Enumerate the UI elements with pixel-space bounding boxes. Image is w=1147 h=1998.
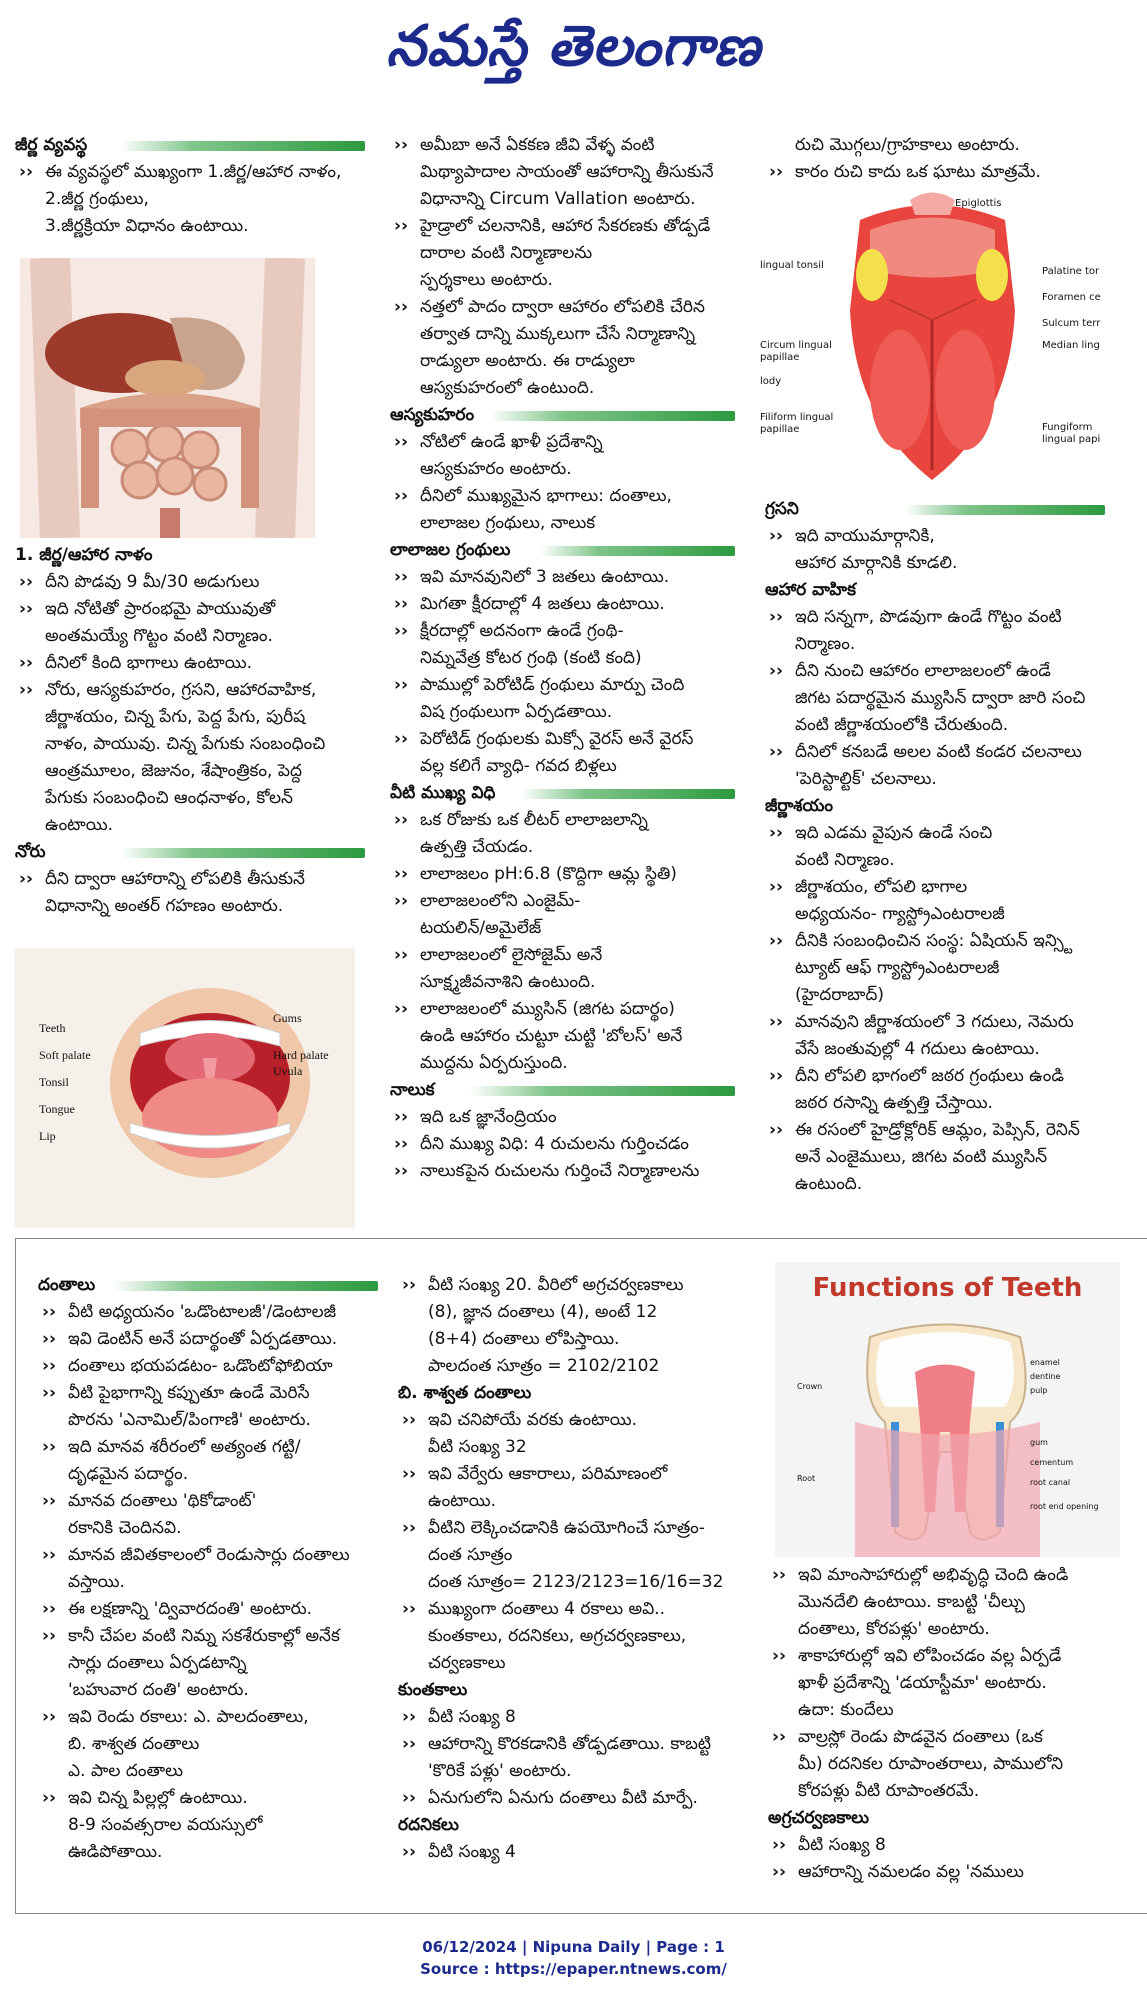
bullet: ›› లాలాజలంలో మ్యుసిన్ (జిగట పదార్థం) <box>390 996 735 1023</box>
text-line: స్పర్శకాలు అంటారు. <box>420 270 553 290</box>
text-line: నిమ్నవేత్ర కోటర గ్రంథి (కంటి కంది) <box>420 648 642 668</box>
label-lingual-tonsil: lingual tonsil <box>760 260 824 271</box>
text-line: ఊడిపోతాయి. <box>68 1842 163 1862</box>
text-line: వేసే జంతువుల్లో 4 గదులు ఉంటాయి. <box>795 1039 1040 1059</box>
text-line: దంతాలు, కోరపళ్లు' అంటారు. <box>798 1619 990 1639</box>
bullet: ›› దీనిలో కింది భాగాలు ఉంటాయి. <box>15 650 365 677</box>
label-circum-papillae: Circum lingual papillae <box>760 340 832 363</box>
bullet: ›› దీనిలో కనబడే అలల వంటి కండర చలనాలు <box>765 739 1135 766</box>
bullet: ›› ఇది ఒక జ్ఞానేంద్రియం <box>390 1104 735 1131</box>
bullet: ›› దంతాలు భయపడటం- ఒడొంటోఫోబియా <box>38 1353 378 1380</box>
label-tonsil: Tonsil <box>39 1075 69 1089</box>
bullet: ›› కానీ చేపల వంటి నిమ్న సకశేరుకాల్లో అనేక <box>38 1623 378 1650</box>
bullet: ›› మానవుని జీర్ణాశయంలో 3 గదులు, నెమరు <box>765 1009 1135 1036</box>
bullet: ›› ఇవి వేర్వేరు ఆకారాలు, పరిమాణంలో <box>398 1461 743 1488</box>
label-sulcus: Sulcum terr <box>1042 318 1101 329</box>
section-heading-stomach: జీర్ణాశయం <box>765 796 834 816</box>
text-line: వంటి నిర్మాణం. <box>795 850 895 870</box>
bullet: ›› ఇది నోటితో ప్రారంభమై పాయువుతో <box>15 596 365 623</box>
bullet: ›› ఈ రసంలో హైడ్రోక్లోరిక్ ఆమ్లం, పెప్సిన్, రెనిన్ <box>765 1117 1135 1144</box>
label-tongue: Tongue <box>39 1102 75 1116</box>
section-heading-mouth: నోరు <box>15 839 365 866</box>
bullet: ›› వాల్రస్లో రెండు పొడవైన దంతాలు (ఒక <box>768 1724 1123 1751</box>
text-line: దృఢమైన పదార్థం. <box>68 1464 189 1484</box>
bullet: ›› శాకాహారుల్లో ఇవి లోపించడం వల్ల ఏర్పడే <box>768 1643 1123 1670</box>
section-heading-tract: 1. జీర్ణ/ఆహార నాళం <box>15 545 153 565</box>
text-line: తర్వాత దాన్ని ముక్కలుగా చేసే నిర్మాణాన్ని <box>420 324 695 344</box>
section-heading-pharynx: గ్రసని <box>765 496 1135 523</box>
bullet: ›› అమీబా అనే ఏకకణ జీవి వేళ్ళ వంటి <box>390 132 735 159</box>
bullet: ›› ఇవి రెండు రకాలు: ఎ. పాలదంతాలు, <box>38 1704 378 1731</box>
bullet: ›› వీటి పైభాగాన్ని కప్పుతూ ఉండే మెరిసే <box>38 1380 378 1407</box>
text-line: పాలదంత సూత్రం = 2102/2102 <box>428 1356 660 1376</box>
label-teeth: Teeth <box>39 1021 66 1035</box>
bullet: ›› పాముల్లో పెరోటిడ్ గ్రంథులు మార్పు చెంది <box>390 672 735 699</box>
text-line: మొనదేలి ఉంటాయి. కాబట్టి 'చీల్చు <box>798 1592 1025 1612</box>
text-line: అనే ఎంజైములు, జిగట వంటి మ్యుసిన్ <box>795 1147 1048 1167</box>
section-heading-premolars: అగ్రచర్వణకాలు <box>768 1808 870 1828</box>
bullet: ›› ఇవి చనిపోయే వరకు ఉంటాయి. <box>398 1407 743 1434</box>
section-heading-function: వీటి ముఖ్య విధి <box>390 780 735 807</box>
text-line: 'కొరికే పళ్లు' అంటారు. <box>428 1761 572 1781</box>
bullet: ›› దీని నుంచి ఆహారం లాలాజలంలో ఉండే <box>765 658 1135 685</box>
text-line: మిథ్యాపాదాల సాయంతో ఆహారాన్ని తీసుకునే <box>420 162 714 182</box>
footer-source-line: Source : https://epaper.ntnews.com/ <box>420 1960 727 1978</box>
text-line: వల్ల కలిగే వ్యాధి- గవద బిళ్లలు <box>420 756 617 776</box>
bullet: ›› దీని పొడవు 9 మీ/30 అడుగులు <box>15 569 365 596</box>
text-line: ఉదా: కుందేలు <box>798 1700 894 1720</box>
text-line: (హైదరాబాద్) <box>795 985 884 1005</box>
column-1 <box>15 132 365 240</box>
label-soft-palate: Soft palate <box>39 1048 91 1062</box>
label-root-canal: root canal <box>1030 1478 1071 1487</box>
text-line: బి. శాశ్వత దంతాలు <box>68 1734 200 1754</box>
text-line: ఆస్యకుహరం అంటారు. <box>420 459 572 479</box>
label-lip: Lip <box>39 1129 56 1143</box>
text-line: (8), జ్ఞాన దంతాలు (4), అంటే 12 <box>428 1302 658 1322</box>
bullet: ›› మిగతా క్షీరదాల్లో 4 జతలు ఉంటాయి. <box>390 591 735 618</box>
text-line: ముద్దను ఏర్పరుస్తుంది. <box>420 1053 568 1073</box>
label-foramen: Foramen ce <box>1042 292 1101 303</box>
label-epiglottis: Epiglottis <box>955 198 1002 209</box>
text-line: సార్లు దంతాలు ఏర్పడటాన్ని <box>68 1653 247 1673</box>
bullet: ›› ఇవి చిన్న పిల్లల్లో ఉంటాయి. <box>38 1785 378 1812</box>
text-line: పొరను 'ఎనామిల్/పింగాణి' అంటారు. <box>68 1410 311 1430</box>
text-line: రకానికి చెందినవి. <box>68 1518 182 1538</box>
label-root-end-opening: root end opening <box>1030 1502 1099 1511</box>
bullet: ›› ముఖ్యంగా దంతాలు 4 రకాలు అవి.. <box>398 1596 743 1623</box>
bullet: ›› వీటిని లెక్కించడానికి ఉపయోగించే సూత్రం- <box>398 1515 743 1542</box>
section-heading-teeth: దంతాలు <box>38 1272 378 1299</box>
label-cementum: cementum <box>1030 1458 1074 1467</box>
bullet: ›› నాలుకపైన రుచులను గుర్తించే నిర్మాణాలను <box>390 1158 735 1185</box>
text-line: విధానాన్ని Circum Vallation అంటారు. <box>420 189 696 209</box>
bullet: ›› వీటి సంఖ్య 4 <box>398 1839 743 1866</box>
label-crown: Crown <box>797 1382 823 1391</box>
label-pulp: pulp <box>1030 1386 1048 1395</box>
bullet: ›› మానవ దంతాలు 'థికోడాంట్' <box>38 1488 378 1515</box>
text-line: రాడ్యులా అంటారు. ఈ రాడ్యులా <box>420 351 635 371</box>
teeth-column-1 <box>38 1272 378 1866</box>
text-line: విష గ్రంథులుగా ఏర్పడతాయి. <box>420 702 613 722</box>
text-line: రుచి మొగ్గలు/గ్రాహకాలు అంటారు. <box>795 135 1020 155</box>
bullet: ›› వీటి సంఖ్య 8 <box>768 1832 1123 1859</box>
text-line: వంటి జీర్ణాశయంలోకి చేరుతుంది. <box>795 715 1009 735</box>
text-line: ఉత్పత్తి చేయడం. <box>420 837 534 857</box>
label-root: Root <box>797 1474 816 1483</box>
text-line: చర్వణకాలు <box>428 1653 506 1673</box>
masthead <box>0 0 1147 100</box>
label-hard-palate: Hard palate <box>273 1048 329 1062</box>
text-line: సూక్ష్మజీవనాశిని ఉంటుంది. <box>420 972 596 992</box>
section-heading-oral-cavity: ఆస్యకుహరం <box>390 402 735 429</box>
masthead-title: నమస్తే తెలంగాణ <box>386 14 761 79</box>
bullet: ›› దీనికి సంబంధించిన సంస్థ: ఏషియన్ ఇన్స్టి <box>765 928 1135 955</box>
label-enamel: enamel <box>1030 1358 1060 1367</box>
label-fungiform: Fungiform lingual papi <box>1042 422 1101 445</box>
bullet: ›› నోరు, ఆస్యకుహరం, గ్రసని, ఆహారవాహిక, <box>15 677 365 704</box>
section-heading-incisors: కుంతకాలు <box>398 1680 468 1700</box>
bullet: ›› ఇది మానవ శరీరంలో అత్యంత గట్టి/ <box>38 1434 378 1461</box>
bullet: ›› ఈ లక్షణాన్ని 'ద్వివారదంతి' అంటారు. <box>38 1596 378 1623</box>
digestive-system-image <box>20 258 315 538</box>
text-line: ఆస్యకుహరంలో ఉంటుంది. <box>420 378 595 398</box>
text-line: ఉంటాయి. <box>428 1491 497 1511</box>
bullet: ›› ఏనుగులోని ఏనుగు దంతాలు వీటి మార్పే. <box>398 1785 743 1812</box>
bullet: ›› దీని లోపలి భాగంలో జఠర గ్రంథులు ఉండి <box>765 1063 1135 1090</box>
text-line: వస్తాయి. <box>68 1572 125 1592</box>
text-line: ఆహార మార్గానికి కూడలి. <box>795 553 958 573</box>
bullet: ›› నత్తలో పాదం ద్వారా ఆహారం లోపలికి చేరిన <box>390 294 735 321</box>
text-line: దంత సూత్రం= 2123/2123=16/16=32 <box>428 1572 724 1592</box>
tongue-diagram <box>760 190 1105 490</box>
text-line: నిర్మాణం. <box>795 634 856 654</box>
bullet: ›› ఇది వాయుమార్గానికి, <box>765 523 1135 550</box>
text-line: మీ) రదనికల రూపాంతరాలు, పాములోని <box>798 1754 1064 1774</box>
text-line: 'బహువార దంతి' అంటారు. <box>68 1680 249 1700</box>
bullet: ›› దీనిలో ముఖ్యమైన భాగాలు: దంతాలు, <box>390 483 735 510</box>
bullet: ›› ఈ వ్యవస్థలో ముఖ్యంగా 1.జీర్ణ/ఆహార నాళం, <box>15 159 365 186</box>
bullet: ›› జీర్ణాశయం, లోపలి భాగాల <box>765 874 1135 901</box>
text-line: వీటి సంఖ్య 32 <box>428 1437 527 1457</box>
teeth-column-2 <box>398 1272 743 1866</box>
text-line: ఖాళీ ప్రదేశాన్ని 'డయాస్టీమా' అంటారు. <box>798 1673 1047 1693</box>
teeth-column-3 <box>768 1562 1123 1886</box>
section-heading-oesophagus: ఆహార వాహిక <box>765 580 856 600</box>
text-line: 2.జీర్ణ గ్రంథులు, <box>45 189 149 209</box>
bullet: ›› ఆహారాన్ని కొరకడానికి తోడ్పడతాయి. కాబట్టి <box>398 1731 743 1758</box>
bullet: ›› దీని ముఖ్య విధి: 4 రుచులను గుర్తించడం <box>390 1131 735 1158</box>
text-line: (8+4) దంతాలు లోపిస్తాయి. <box>428 1329 620 1349</box>
bullet: ›› మానవ జీవితకాలంలో రెండుసార్లు దంతాలు <box>38 1542 378 1569</box>
text-line: ఉంటాయి. <box>45 815 114 835</box>
text-line: దారాల వంటి నిర్మాణాలను <box>420 243 593 263</box>
bullet: ›› వీటి సంఖ్య 8 <box>398 1704 743 1731</box>
text-line: దంత సూత్రం <box>428 1545 513 1565</box>
mouth-diagram <box>15 948 355 1228</box>
text-line: పేగుకు సంబంధించి ఆంధనాళం, కోలన్ <box>45 788 293 808</box>
label-median: Median ling <box>1042 340 1100 351</box>
column-3 <box>765 496 1135 1198</box>
bullet: ›› లాలాజలంలోని ఎంజైమ్- <box>390 888 735 915</box>
bullet: ›› ఇవి మానవునిలో 3 జతలు ఉంటాయి. <box>390 564 735 591</box>
text-line: జఠర రసాన్ని ఉత్పత్తి చేస్తాయి. <box>795 1093 993 1113</box>
column-1-lower <box>15 542 365 920</box>
bullet: ›› పెరోటిడ్ గ్రంథులకు మిక్సో వైరస్ అనే వైరస్ <box>390 726 735 753</box>
bullet: ›› లాలాజలం pH:6.8 (కొద్దిగా ఆమ్ల స్థితి) <box>390 861 735 888</box>
text-line: ఆంత్రమూలం, జెజునం, శేషాంత్రికం, పెద్ద <box>45 761 302 781</box>
text-line: జిగట పదార్థమైన మ్యుసిన్ ద్వారా జారి సంచి <box>795 688 1086 708</box>
section-heading-permanent: బి. శాశ్వత దంతాలు <box>398 1383 532 1403</box>
text-line: టయలిన్/అమైలేజ్ <box>420 918 542 938</box>
bullet: ›› క్షీరదాల్లో అదనంగా ఉండే గ్రంథి- <box>390 618 735 645</box>
text-line: కుంతకాలు, రదనికలు, అగ్రచర్వణకాలు, <box>428 1626 687 1646</box>
text-line: నాళం, పాయువు. చిన్న పేగుకు సంబంధించి <box>45 734 326 754</box>
label-uvula: Uvula <box>273 1064 303 1078</box>
bullet: ›› వీటి అధ్యయనం 'ఒడొంటాలజీ'/డెంటాలజీ <box>38 1299 378 1326</box>
text-line: అధ్యయనం- గ్యాస్ట్రోఎంటరాలజీ <box>795 904 1005 924</box>
column-3-top <box>765 132 1135 186</box>
text-line: ఉంటుంది. <box>795 1174 863 1194</box>
text-line: విధానాన్ని అంతర్ గహణం అంటారు. <box>45 896 284 916</box>
section-heading-salivary: లాలాజల గ్రంథులు <box>390 537 735 564</box>
bullet: ›› ఒక రోజుకు ఒక లీటర్ లాలాజలాన్ని <box>390 807 735 834</box>
text-line: 8-9 సంవత్సరాల వయస్సులో <box>68 1815 263 1835</box>
label-dentine: dentine <box>1030 1372 1061 1381</box>
section-heading-canines: రదనికలు <box>398 1815 459 1835</box>
bullet: ›› కారం రుచి కాదు ఒక ఘాటు మాత్రమే. <box>765 159 1135 186</box>
label-palatine: Palatine tor <box>1042 266 1100 277</box>
label-gums: Gums <box>273 1011 302 1025</box>
bullet: ›› ఇవి మాంసాహారుల్లో అభివృద్ధి చెంది ఉండి <box>768 1562 1123 1589</box>
text-line: ఉండి ఆహారం చుట్టూ చుట్టి 'బోలస్' అనే <box>420 1026 683 1046</box>
footer-date-line: 06/12/2024 | Nipuna Daily | Page : 1 <box>422 1938 725 1956</box>
text-line: 3.జీర్ణక్రియా విధానం ఉంటాయి. <box>45 216 249 236</box>
bullet: ›› హైడ్రాలో చలనానికి, ఆహార సేకరణకు తోడ్పడే <box>390 213 735 240</box>
text-line: అంతమయ్యే గొట్టం వంటి నిర్మాణం. <box>45 626 273 646</box>
functions-of-teeth-figure <box>775 1262 1120 1557</box>
bullet: ›› దీని ద్వారా ఆహారాన్ని లోపలికి తీసుకునే <box>15 866 365 893</box>
section-heading-digestive: జీర్ణ వ్యవస్థ <box>15 132 365 159</box>
bullet: ›› నోటిలో ఉండే ఖాళీ ప్రదేశాన్ని <box>390 429 735 456</box>
section-heading-tongue: నాలుక <box>390 1077 735 1104</box>
label-body: lody <box>760 376 782 387</box>
bullet: ›› ఆహారాన్ని నమలడం వల్ల 'నములు <box>768 1859 1123 1886</box>
bullet: ›› ఇది ఎడమ వైపున ఉండే సంచి <box>765 820 1135 847</box>
figure-title: Functions of Teeth <box>812 1273 1083 1303</box>
bullet: ›› లాలాజలంలో లైసోజైమ్ అనే <box>390 942 735 969</box>
text-line: ఎ. పాల దంతాలు <box>68 1761 184 1781</box>
label-filiform: Filiform lingual papillae <box>760 412 834 435</box>
label-gum: gum <box>1030 1438 1048 1447</box>
bullet: ›› ఇది సన్నగా, పొడవుగా ఉండే గొట్టం వంటి <box>765 604 1135 631</box>
page-footer <box>0 1936 1147 1980</box>
bullet: ›› ఇవి డెంటిన్ అనే పదార్థంతో ఏర్పడతాయి. <box>38 1326 378 1353</box>
bullet: ›› వీటి సంఖ్య 20. వీరిలో అగ్రచర్వణకాలు <box>398 1272 743 1299</box>
column-2 <box>390 132 735 1185</box>
text-line: కోరపళ్లు వీటి రూపాంతరమే. <box>798 1781 980 1801</box>
text-line: లాలాజల గ్రంథులు, నాలుక <box>420 513 596 533</box>
text-line: జీర్ణాశయం, చిన్న పేగు, పెద్ద పేగు, పురీష <box>45 707 306 727</box>
text-line: ట్యూట్ ఆఫ్ గ్యాస్ట్రోఎంటరాలజీ <box>795 958 1000 978</box>
text-line: 'పెరిస్టాల్టిక్' చలనాలు. <box>795 769 937 789</box>
